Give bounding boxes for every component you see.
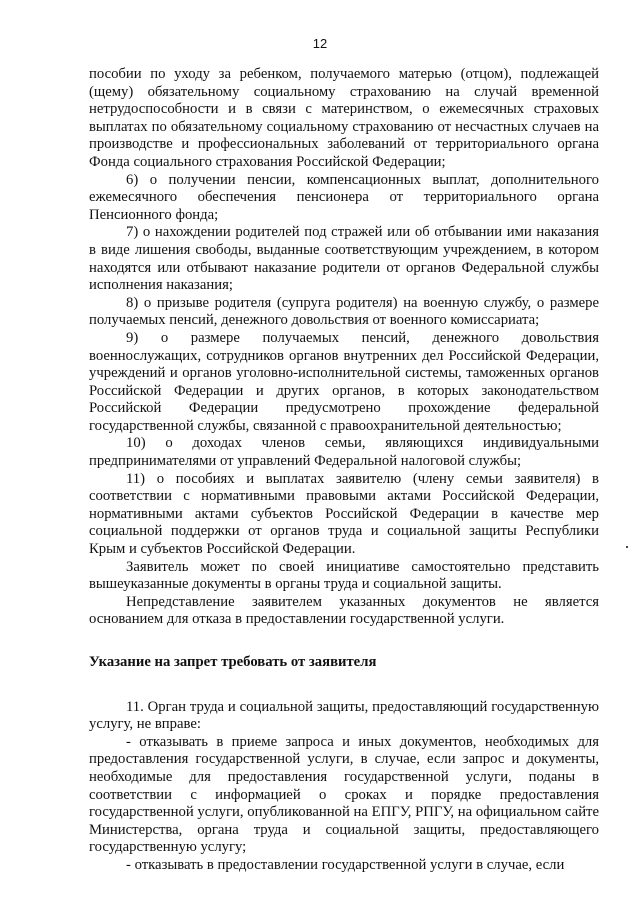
paragraph-non-submission: Непредставление заявителем указанных документов не является основанием для отказа в предоставлении государственной услуги. bbox=[89, 593, 599, 628]
paragraph-item-11: 11) о пособиях и выплатах заявителю (члену семьи заявителя) в соответствии с нормативными правовыми актами Российской Федерации, нормативными актами субъектов Российской Федерации в качестве мер социальной поддержки от органов труда и социальной защиты Республики Крым и субъектов Российской Федерации. bbox=[89, 470, 599, 558]
paragraph-bullet-2: - отказывать в предоставлении государственной услуги в случае, если bbox=[126, 856, 565, 873]
paragraph-item-10: 10) о доходах членов семьи, являющихся индивидуальными предпринимателями от управлений Федеральной налоговой службы; bbox=[89, 435, 599, 470]
paragraph-item-8: 8) о призыве родителя (супруга родителя) на военную службу, о размере получаемых пенсий, денежного довольствия от военного комиссариата; bbox=[89, 294, 599, 329]
page-number: 12 bbox=[312, 36, 328, 51]
paragraph-clause-11: 11. Орган труда и социальной защиты, предоставляющий государственную услугу, не вправе: bbox=[89, 698, 599, 733]
paragraph-bullet-1: - отказывать в приеме запроса и иных документов, необходимых для предоставления государственной услуги, в случае, если запрос и документы, необходимые для предоставления государственной услуги, поданы в соответствии с информацией о сроках и порядке предоставления государственной услуги, опубликованной на ЕПГУ, РПГУ, на официальном сайте Министерства, органа труда и социальной защиты, предоставляющего государственную услугу; bbox=[89, 733, 599, 856]
paragraph-item-6: 6) о получении пенсии, компенсационных выплат, дополнительного ежемесячного обеспечения пенсионера от территориального органа Пенсионного фонда; bbox=[89, 171, 599, 223]
margin-mark bbox=[626, 546, 628, 548]
section-heading: Указание на запрет требовать от заявителя bbox=[89, 654, 377, 670]
document-body bbox=[89, 66, 599, 875]
paragraph-applicant-initiative: Заявитель может по своей инициативе самостоятельно представить вышеуказанные документы в органы труда и социальной защиты. bbox=[89, 558, 599, 593]
paragraph-item-9: 9) о размере получаемых пенсий, денежного довольствия военнослужащих, сотрудников органов внутренних дел Российской Федерации, учреждений и органов уголовно-исполнительной системы, таможенных органов Российской Федерации и других органов, в которых законодательством Российской Федерации предусмотрено прохождение федеральной государственной службы, связанной с правоохранительной деятельностью; bbox=[89, 329, 599, 434]
paragraph-continuation: пособии по уходу за ребенком, получаемого матерью (отцом), подлежащей (щему) обязательному социальному страхованию на случай временной нетрудоспособности и в связи с материнством, о ежемесячных страховых выплатах по обязательному социальному страхованию от несчастных случаев на производстве и профессиональных заболеваний от территориального органа Фонда социального страхования Российской Федерации; bbox=[89, 66, 599, 170]
paragraph-item-7: 7) о нахождении родителей под стражей или об отбывании ими наказания в виде лишения свободы, выданные соответствующим учреждением, в котором находятся или отбывают наказание родители от органов Федеральной службы исполнения наказания; bbox=[89, 224, 599, 294]
